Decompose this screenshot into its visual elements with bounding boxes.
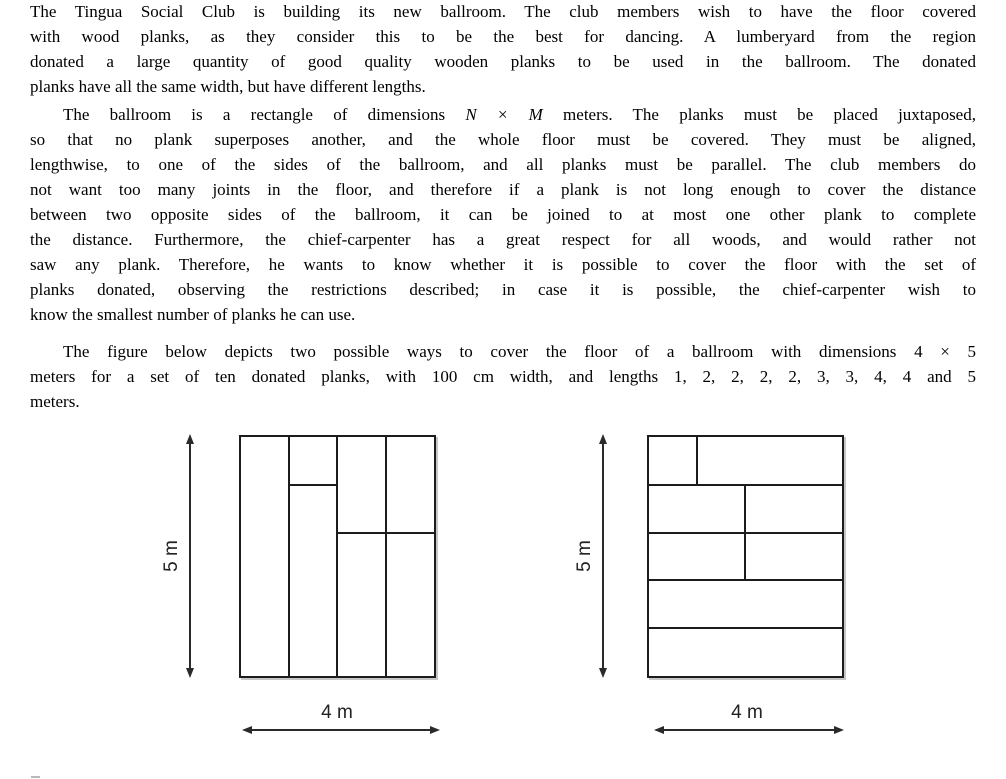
plank-divider-horizontal [649, 627, 842, 629]
right-height-label: 5 m [574, 540, 595, 572]
text-line: between two opposite sides of the ballroom, it can be joined to at most one other plank to complete [30, 205, 976, 224]
left-floor-diagram [239, 435, 436, 678]
text-line: know the smallest number of planks he can use. [30, 305, 356, 324]
text-line: so that no plank superposes another, and the whole floor must be covered. They must be aligned, [30, 130, 976, 149]
plank-joint-col2 [288, 484, 338, 486]
text-segment: The ballroom is a rectangle of dimensions [63, 105, 446, 124]
text-line: saw any plank. Therefore, he wants to know whether it is possible to cover the floor with the set of [30, 255, 976, 274]
arrow-left-icon [654, 726, 664, 734]
text-line: with wood planks, as they consider this to be the best for dancing. A lumberyard from the region [30, 27, 976, 46]
left-width-arrow-line [252, 729, 430, 731]
text-line: the distance. Furthermore, the chief-carpenter has a great respect for all woods, and would rather not [30, 230, 976, 249]
text-line: lengthwise, to one of the sides of the ballroom, and all planks must be parallel. The club members do [30, 155, 976, 174]
text-line: meters for a set of ten donated planks, with 100 cm width, and lengths 1, 2, 2, 2, 2, 3, 3, 4, 4 and 5 [30, 367, 976, 386]
plank-joint-row3 [744, 532, 746, 581]
text-line: The Tingua Social Club is building its new ballroom. The club members wish to have the floor covered [30, 2, 976, 21]
paragraph-2 [30, 102, 976, 327]
cutoff-text-fragment [31, 776, 40, 778]
text-line: planks have all the same width, but have different lengths. [30, 77, 426, 96]
plank-divider-vertical [385, 437, 387, 676]
right-width-arrow-line [664, 729, 834, 731]
plank-joint-col3-col4 [336, 532, 434, 534]
arrow-right-icon [834, 726, 844, 734]
plank-divider-vertical [336, 437, 338, 676]
arrow-down-icon [599, 668, 607, 678]
text-line: meters. [30, 392, 80, 411]
plank-joint-row2 [744, 484, 746, 534]
paragraph-3 [30, 339, 976, 414]
text-line [30, 102, 976, 127]
math-expression: N × M [465, 105, 543, 124]
left-height-arrow-line [189, 444, 191, 668]
arrow-right-icon [430, 726, 440, 734]
text-line: not want too many joints in the floor, and therefore if a plank is not long enough to cover the distance [30, 180, 976, 199]
right-width-label: 4 m [731, 702, 763, 723]
arrow-up-icon [599, 434, 607, 444]
paragraph-1 [30, 0, 976, 99]
right-floor-diagram [647, 435, 844, 678]
right-height-arrow-line [602, 444, 604, 668]
text-line: The figure below depicts two possible ways to cover the floor of a ballroom with dimensions 4 × 5 [63, 342, 976, 361]
arrow-down-icon [186, 668, 194, 678]
text-line: donated a large quantity of good quality wooden planks to be used in the ballroom. The donated [30, 52, 976, 71]
plank-divider-vertical [288, 437, 290, 676]
text-line: planks donated, observing the restrictions described; in case it is possible, the chief-carpenter wish to [30, 280, 976, 299]
arrow-left-icon [242, 726, 252, 734]
arrow-up-icon [186, 434, 194, 444]
text-segment: meters. The planks must be placed juxtaposed, [563, 105, 976, 124]
plank-joint-row1 [696, 437, 698, 484]
left-width-label: 4 m [321, 702, 353, 723]
left-height-label: 5 m [161, 540, 182, 572]
